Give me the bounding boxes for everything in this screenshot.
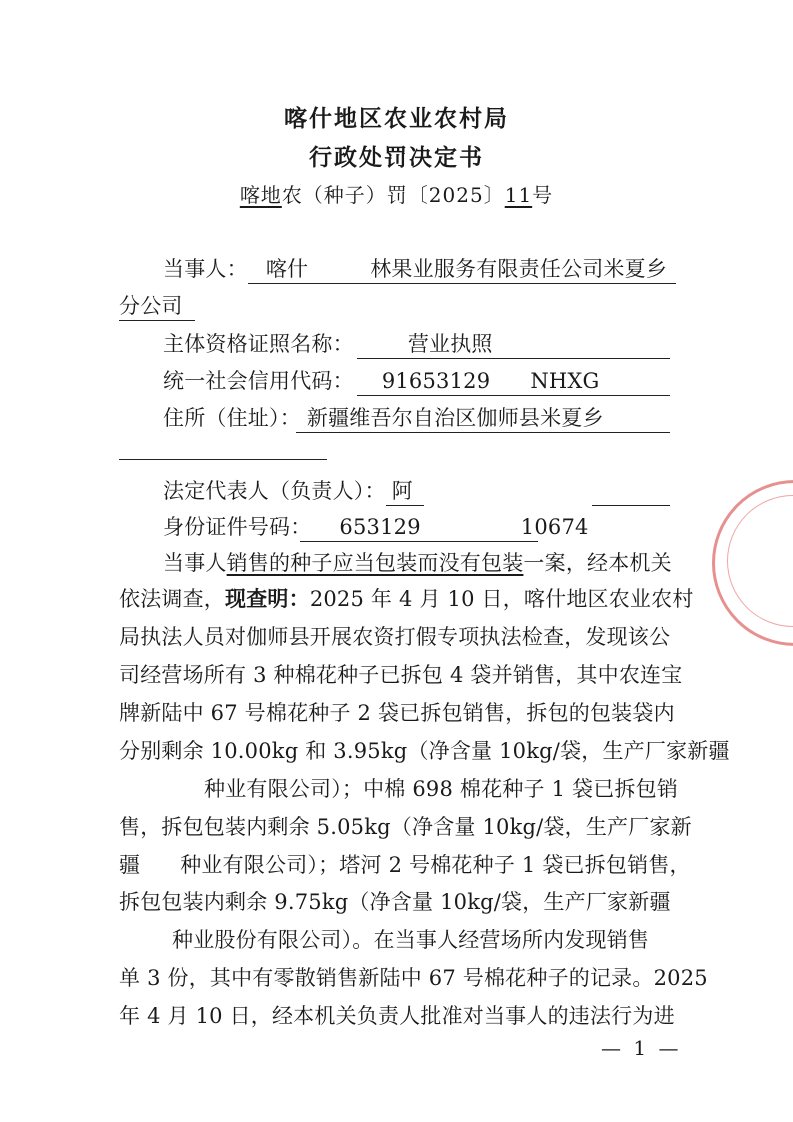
license-label: 主体资格证照名称：: [163, 332, 354, 356]
page-number: — 1 —: [601, 1036, 682, 1060]
party-name-line2: 分公司: [119, 294, 183, 318]
legal-rep-underline-a: [386, 505, 424, 506]
credit-code-part1: 91653129: [381, 369, 491, 393]
doc-no-mid: 农（种子）罚〔2025〕: [281, 183, 505, 207]
party-name-line: [163, 256, 667, 282]
body-line-6: 分别剩余 10.00kg 和 3.95kg（净含量 10kg/袋，生产厂家新疆: [119, 739, 730, 763]
official-seal-inner-ring: [727, 495, 793, 627]
address-underline: [296, 432, 670, 433]
address-label: 住所（住址）：: [163, 406, 301, 430]
party-label: 当事人：: [163, 257, 248, 281]
address-value: 新疆维吾尔自治区伽师县米夏乡: [306, 406, 604, 430]
findings-heading: 现查明：: [225, 586, 310, 611]
body-line-11: 种业股份有限公司）。在当事人经营场所内发现销售: [172, 928, 650, 952]
body-line-2: [119, 586, 694, 612]
violation-description: 销售的种子应当包装而没有包装: [226, 551, 524, 575]
legal-rep-line: [163, 478, 413, 504]
legal-rep-underline-b: [592, 505, 670, 506]
body-line-9-b: 种业有限公司）；塔河 2 号棉花种子 1 袋已拆包销售，: [180, 853, 691, 877]
credit-code-label: 统一社会信用代码：: [163, 369, 354, 393]
body-line-8: 售，拆包包装内剩余 5.05kg（净含量 10kg/袋，生产厂家新: [119, 815, 692, 839]
doc-no-suffix: 号: [532, 183, 554, 207]
party-name-underline: [248, 283, 676, 284]
id-number-part1: 653129: [339, 515, 421, 539]
credit-code-part2: NHXG: [530, 369, 600, 393]
body-line-4: 司经营场所有 3 种棉花种子已拆包 4 袋并销售，其中农连宝: [119, 663, 683, 687]
body-line-10: 拆包包装内剩余 9.75kg（净含量 10kg/袋，生产厂家新疆: [119, 890, 671, 914]
document-number: [0, 179, 793, 208]
document-type-title: 行政处罚决定书: [309, 144, 484, 171]
party-name-part2: 林果业服务有限责任公司米夏乡: [370, 257, 668, 281]
body-line-2-pre: 依法调查，: [119, 587, 225, 611]
license-line: [163, 331, 493, 357]
id-number-line: [163, 514, 589, 540]
body-line-1-pre: 当事人: [163, 551, 227, 575]
party-name-line2-underline: [119, 320, 195, 321]
body-line-9-a: 疆: [119, 853, 141, 877]
doc-no-num: 11: [504, 183, 533, 207]
body-line-13: 年 4 月 10 日，经本机关负责人批准对当事人的违法行为进: [119, 1004, 675, 1028]
address-line2-underline: [119, 459, 327, 460]
credit-code-line: [163, 368, 600, 394]
body-line-1: [163, 550, 672, 576]
body-line-2-post: 2025 年 4 月 10 日，喀什地区农业农村: [309, 587, 694, 611]
address-line: [163, 405, 604, 431]
legal-rep-value: 阿: [391, 479, 413, 503]
legal-rep-label: 法定代表人（负责人）：: [163, 479, 386, 503]
id-number-underline: [300, 541, 538, 542]
party-name-part1: 喀什: [265, 257, 309, 281]
id-number-part2: 10674: [520, 515, 589, 539]
agency-title: 喀什地区农业农村局: [284, 105, 509, 132]
body-line-12: 单 3 份，其中有零散销售新陆中 67 号棉花种子的记录。2025: [119, 966, 708, 990]
official-seal: [712, 480, 793, 646]
credit-code-underline: [357, 395, 670, 396]
body-line-1-post: 一案，经本机关: [523, 551, 672, 575]
body-line-3: 局执法人员对伽师县开展农资打假专项执法检查，发现该公: [119, 625, 671, 649]
id-number-label: 身份证件号码：: [163, 515, 312, 539]
body-line-9: [119, 852, 691, 878]
body-line-5: 牌新陆中 67 号棉花种子 2 袋已拆包销售，拆包的包装袋内: [119, 701, 675, 725]
body-line-7: 种业有限公司）；中棉 698 棉花种子 1 袋已拆包销: [204, 777, 679, 801]
license-underline: [357, 358, 670, 359]
doc-no-prefix: 喀地: [239, 183, 282, 207]
license-value: 营业执照: [407, 332, 493, 356]
